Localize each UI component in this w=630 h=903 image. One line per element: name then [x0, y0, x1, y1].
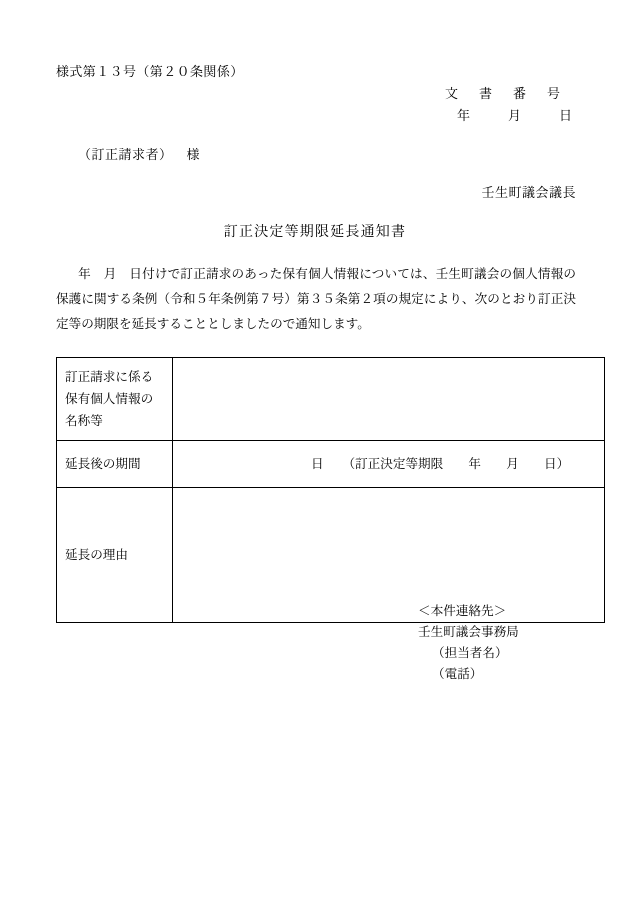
contact-phone: （電話） — [432, 667, 483, 681]
row-label-personal-info-name: 訂正請求に係る保有個人情報の名称等 — [57, 358, 173, 441]
table-row — [57, 441, 605, 488]
contact-block — [418, 601, 519, 685]
document-date-label: 年 月 日 — [456, 108, 576, 123]
contact-person: （担当者名） — [432, 646, 508, 660]
row-value-extension-reason[interactable] — [173, 488, 605, 623]
notification-table — [56, 357, 605, 623]
row-label-extended-period: 延長後の期間 — [57, 441, 173, 488]
addressee-name: （訂正請求者） — [78, 147, 173, 162]
row-value-personal-info-name[interactable] — [173, 358, 605, 441]
document-title: 訂正決定等期限延長通知書 — [223, 225, 407, 240]
row-value-extended-period[interactable] — [173, 441, 605, 488]
body-paragraph-text: 年 月 日付けで訂正請求のあった保有個人情報については、壬生町議会の個人情報の保護に関する条例（令和５年条例第７号）第３５条第２項の規定により、次のとおり訂正決定等の期限を延長することとしましたので通知します。 — [56, 267, 576, 331]
form-number: 様式第１３号（第２０条関係） — [56, 64, 244, 79]
table-row — [57, 358, 605, 441]
contact-office: 壬生町議会事務局 — [418, 625, 519, 639]
table-row — [57, 488, 605, 623]
contact-heading: ＜本件連絡先＞ — [418, 604, 507, 618]
extended-period-text: 日 （訂正決定等期限 年 月 日） — [311, 457, 570, 471]
addressee-honorific: 様 — [186, 147, 201, 162]
header-right-block — [445, 83, 576, 127]
row-label-extension-reason: 延長の理由 — [57, 488, 173, 623]
body-paragraph — [56, 262, 576, 337]
addressee — [78, 144, 200, 163]
document-number-label: 文 書 番 号 — [444, 86, 564, 101]
issuer-name: 壬生町議会議長 — [481, 185, 576, 200]
